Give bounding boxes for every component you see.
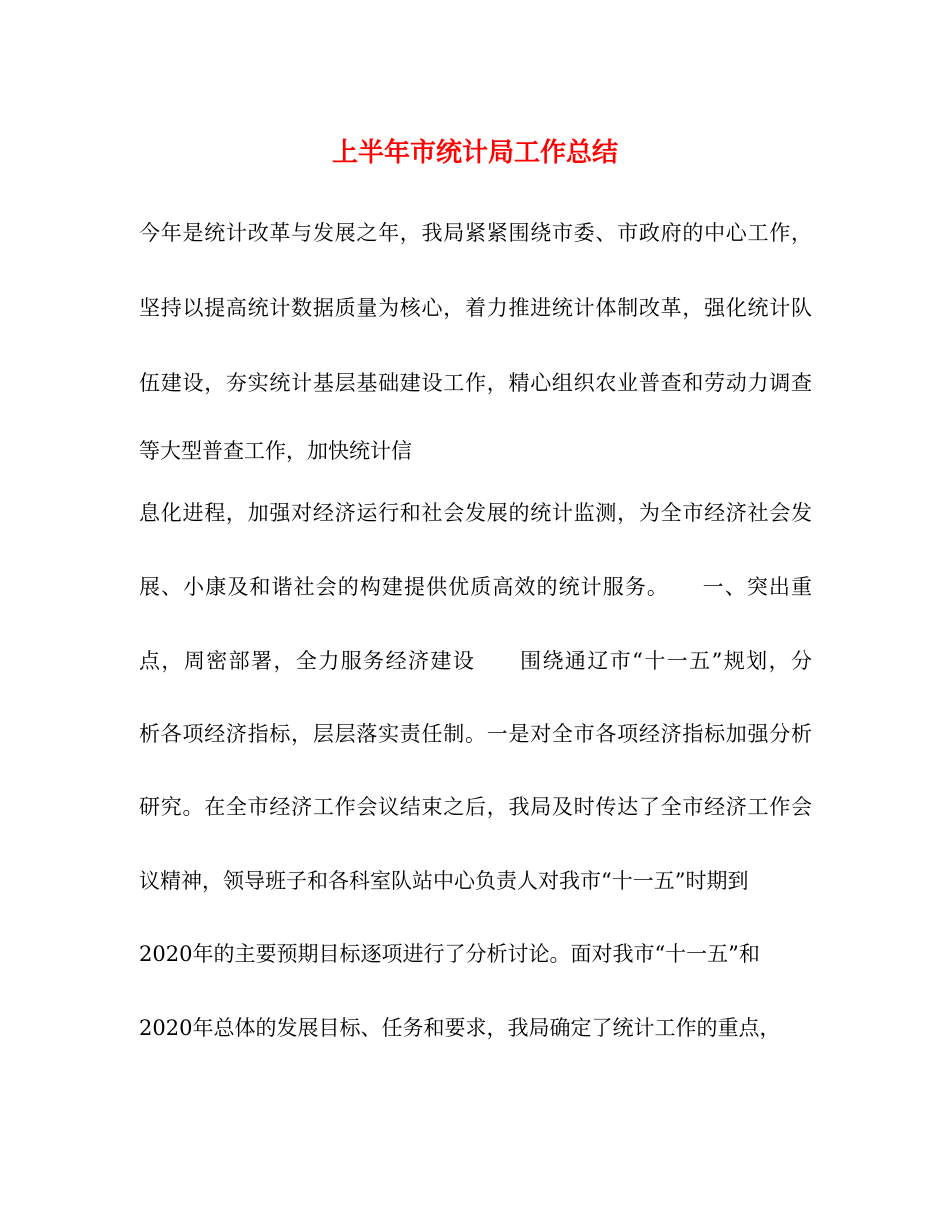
paragraph-line: 息化进程，加强对经济运行和社会发展的统计监测，为全市经济社会发 (139, 501, 812, 525)
paragraph-line: 2020年的主要预期目标逐项进行了分析讨论。面对我市“十一五”和 (139, 942, 760, 966)
paragraph-line: 议精神，领导班子和各科室队站中心负责人对我市“十一五”时期到 (139, 869, 749, 893)
paragraph-line: 研究。在全市经济工作会议结束之后，我局及时传达了全市经济工作会 (139, 795, 812, 819)
paragraph-line: 析各项经济指标，层层落实责任制。一是对全市各项经济指标加强分析 (139, 722, 812, 746)
paragraph-line: 2020年总体的发展目标、任务和要求，我局确定了统计工作的重点， (139, 1016, 781, 1040)
document-title: 上半年市统计局工作总结 (331, 138, 618, 168)
paragraph-line: 伍建设，夯实统计基层基础建设工作，精心组织农业普查和劳动力调查 (139, 371, 812, 395)
paragraph-line: 展、小康及和谐社会的构建提供优质高效的统计服务。 一、突出重 (139, 575, 812, 599)
paragraph-line: 今年是统计改革与发展之年，我局紧紧围绕市委、市政府的中心工作， (139, 221, 812, 245)
paragraph-line: 等大型普查工作，加快统计信 (139, 439, 412, 463)
paragraph-line: 坚持以提高统计数据质量为核心，着力推进统计体制改革，强化统计队 (139, 296, 812, 320)
paragraph-line: 点，周密部署，全力服务经济建设 围绕通辽市“十一五”规划，分 (139, 649, 812, 673)
